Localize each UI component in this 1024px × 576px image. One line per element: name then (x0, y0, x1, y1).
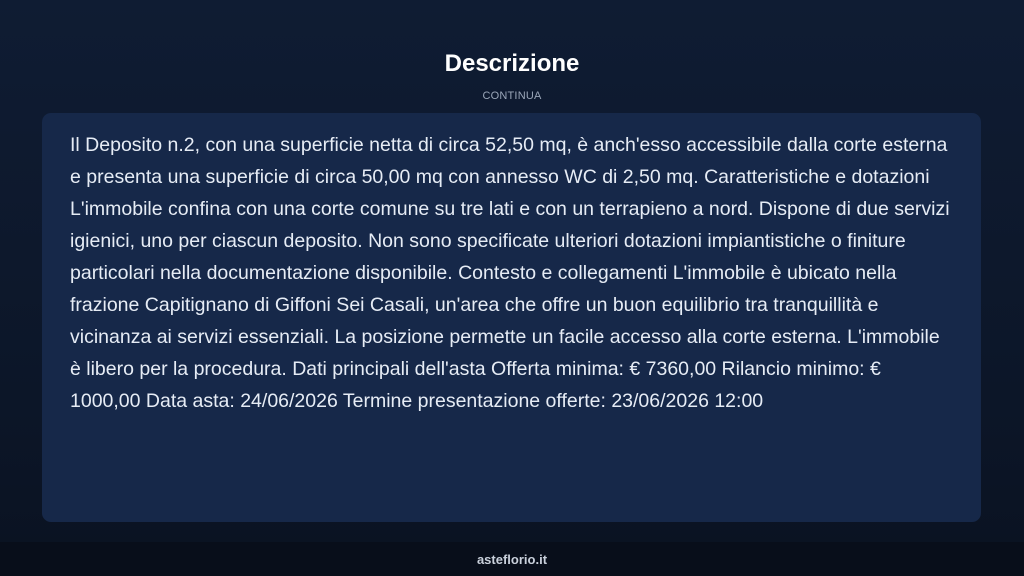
footer-site-name: asteflorio.it (476, 552, 548, 567)
description-card (42, 113, 981, 522)
footer-bar (0, 542, 1024, 576)
continue-label: CONTINUA (482, 90, 542, 102)
page-title: Descrizione (444, 50, 580, 77)
description-text: Il Deposito n.2, con una superficie netta di circa 52,50 mq, è anch'esso accessibile dalla corte esterna e presenta una superficie di circa 50,00 mq con annesso WC di 2,50 mq. Caratteristiche e dotazioni L'immobile confina con una corte comune su tre lati e con un terrapieno a nord. Dispone di due servizi igienici, uno per ciascun deposito. Non sono specificate ulteriori dotazioni impiantistiche o finiture particolari nella documentazione disponibile. Contesto e collegamenti L'immobile è ubicato nella frazione Capitignano di Giffoni Sei Casali, un'area che offre un buon equilibrio tra tranquillità e vicinanza ai servizi essenziali. La posizione permette un facile accesso alla corte esterna. L'immobile è libero per la procedura. Dati principali dell'asta Offerta minima: € 7360,00 Rilancio minimo: € 1000,00 Data asta: 24/06/2026 Termine presentazione offerte: 23/06/2026 12:00 (70, 134, 950, 412)
